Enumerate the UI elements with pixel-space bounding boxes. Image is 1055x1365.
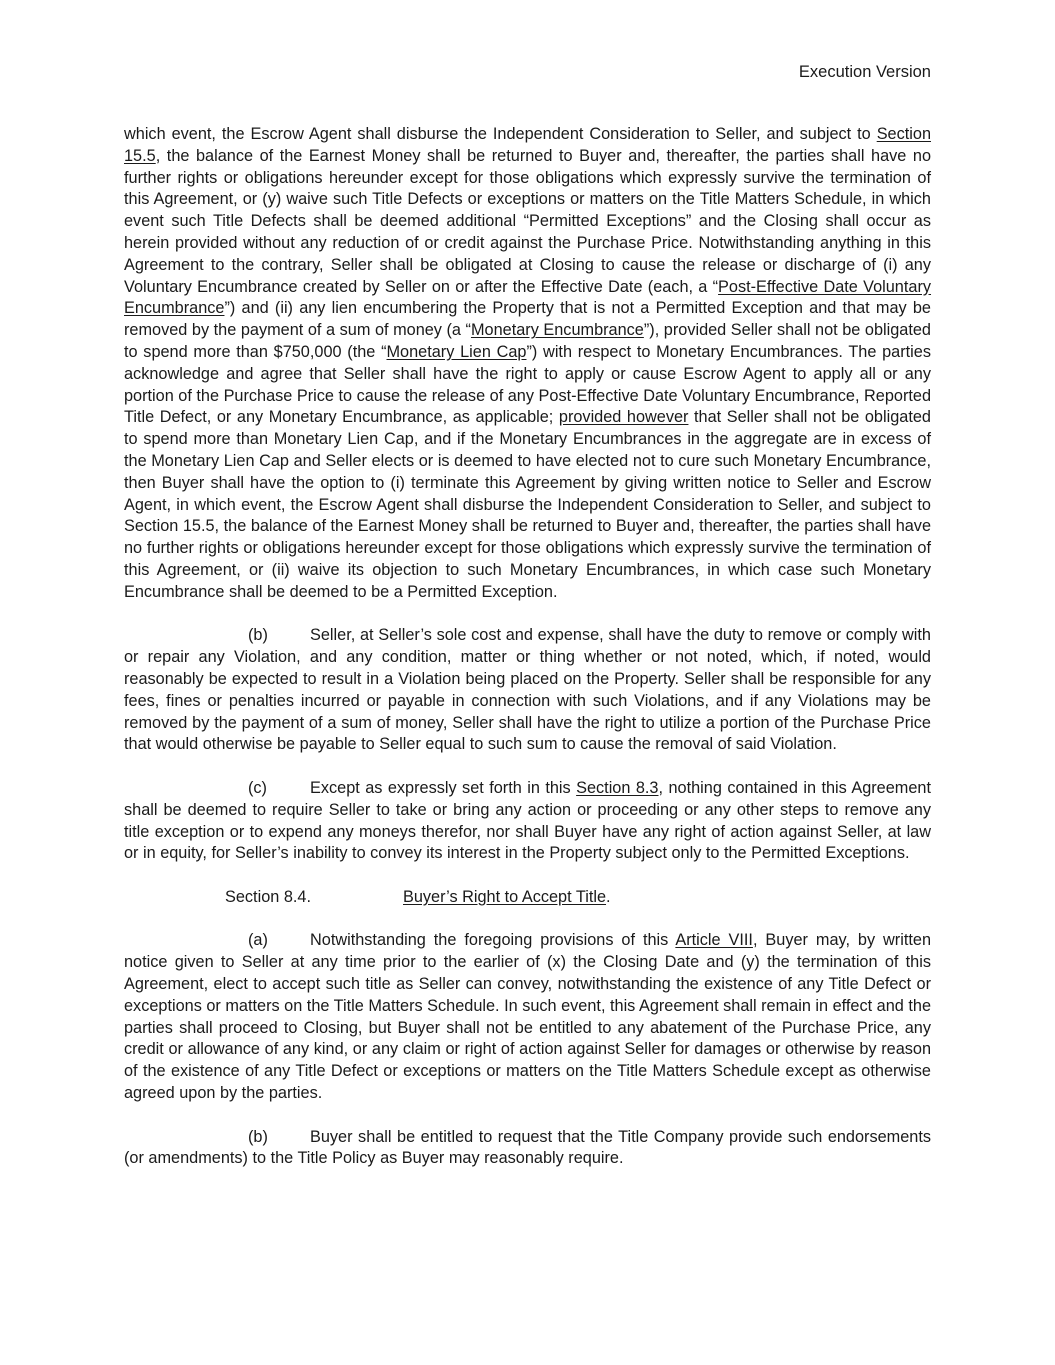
paragraph-label: (b) bbox=[248, 626, 268, 645]
defined-term-monetary-encumbrance: Monetary Encumbrance bbox=[470, 321, 644, 340]
paragraph-a-accept-title bbox=[124, 930, 931, 1104]
section-15-5-link[interactable]: Section 15.5 bbox=[124, 125, 931, 165]
paragraph-b-endorsements bbox=[124, 1127, 931, 1171]
text-run: ”), provided Seller shall not be obligated to spend more than $750,000 (the “ bbox=[124, 321, 931, 361]
defined-term-monetary-lien-cap: Monetary Lien Cap bbox=[386, 342, 527, 361]
paragraph-continuation bbox=[124, 124, 931, 604]
text-run: , the balance of the Earnest Money shall be returned to Buyer and, thereafter, the parties shall have no further rights or obligations hereunder except for those obligations which expressly survive the termination of this Agreement, or (y) waive such Title Defects or exceptions or matters on the Title Matters Schedule, in which event such Title Defects shall be deemed additional “Permitted Exceptions” and the Closing shall occur as herein provided without any reduction of or credit against the Purchase Price. Notwithstanding anything in this Agreement to the contrary, Seller shall be obligated at Closing to cause the release or discharge of (i) any Voluntary Encumbrance created by Seller on or after the Effective Date (each, a “ bbox=[124, 146, 931, 296]
text-run: Notwithstanding the foregoing provisions of this bbox=[310, 931, 676, 950]
defined-term-post-effective-date: Post-Effective Date Voluntary Encumbrance bbox=[124, 277, 932, 318]
paragraph-b-violations bbox=[124, 625, 931, 756]
section-number: Section 8.4. bbox=[225, 887, 311, 906]
paragraph-label: (a) bbox=[248, 931, 268, 950]
provided-however-term: provided however bbox=[558, 408, 689, 427]
text-run: ”) with respect to Monetary Encumbrances. The parties acknowledge and agree that Seller shall have the right to apply or cause Escrow Agent to apply all or any portion of the Purchase Price to cause the release of any Post-Effective Date Voluntary Encumbrance, Reported Title Defect, or any Monetary Encumbrance, as applicable; bbox=[124, 342, 931, 427]
text-run: Buyer shall be entitled to request that the Title Company provide such endorsements (or amendments) to the Title Policy as Buyer may reasonably require. bbox=[124, 1127, 931, 1168]
paragraph-label: (c) bbox=[248, 778, 267, 797]
section-8-4-heading bbox=[124, 887, 931, 909]
text-run: Except as expressly set forth in this bbox=[310, 778, 577, 797]
text-run: , nothing contained in this Agreement shall be deemed to require Seller to take or bring any action or proceeding or any other steps to remove any title exception or to expend any moneys therefor, nor shall Buyer have any right of action against Seller, at law or in equity, for Seller’s inability to convey its interest in the Property subject only to the Permitted Exceptions. bbox=[124, 778, 931, 863]
text-run: ”) and (ii) any lien encumbering the Property that is not a Permitted Exception and that may be removed by the payment of a sum of money (a “ bbox=[124, 299, 931, 340]
section-title bbox=[403, 887, 611, 909]
section-title-period: . bbox=[606, 887, 611, 906]
paragraph-label: (b) bbox=[248, 1127, 268, 1146]
text-run: Seller, at Seller’s sole cost and expense, shall have the duty to remove or comply with or repair any Violation, and any condition, matter or thing whether or not noted, which, if noted, would reasonably be expected to result in a Violation being placed on the Property. Seller shall be responsible for any fees, fines or penalties incurred or payable in connection with such Violations, and if any Violations may be removed by the payment of a sum of money, Seller shall have the right to utilize a portion of the Purchase Price that would otherwise be payable to Seller equal to such sum to cause the removal of said Violation. bbox=[124, 626, 931, 754]
section-title-text: Buyer’s Right to Accept Title bbox=[403, 887, 607, 906]
execution-version-header: Execution Version bbox=[798, 63, 931, 81]
paragraph-c-no-obligation bbox=[124, 778, 931, 865]
text-run: which event, the Escrow Agent shall disburse the Independent Consideration to Seller, and subject to bbox=[124, 125, 877, 143]
text-run: , Buyer may, by written notice given to Seller at any time prior to the earlier of (x) the Closing Date and (y) the termination of this Agreement, elect to accept such title as Seller can convey, notwithstanding the existence of any Title Defect or exceptions or matters on the Title Matters Schedule. In such event, this Agreement shall remain in effect and the parties shall proceed to Closing, but Buyer shall not be entitled to any abatement of the Purchase Price, any credit or allowance of any kind, or any claim or right of action against Seller for damages or otherwise by reason of the existence of any Title Defect or exceptions or matters on the Title Matters Schedule except as otherwise agreed upon by the parties. bbox=[124, 931, 931, 1103]
text-run: that Seller shall not be obligated to spend more than Monetary Lien Cap, and if the Monetary Encumbrances in the aggregate are in excess of the Monetary Lien Cap and Seller elects or is deemed to have elected not to cure such Monetary Encumbrance, then Buyer shall have the option to (i) terminate this Agreement by giving written notice to Seller and Escrow Agent, in which event, the Escrow Agent shall disburse the Independent Consideration to Seller, and subject to Section 15.5, the balance of the Earnest Money shall be returned to Buyer and, thereafter, the parties shall have no further rights or obligations hereunder except for those obligations which expressly survive the termination of this Agreement, or (ii) waive its objection to such Monetary Encumbrances, in which case such Monetary Encumbrance shall be deemed to be a Permitted Exception. bbox=[124, 408, 931, 601]
section-8-3-link[interactable]: Section 8.3 bbox=[576, 778, 659, 797]
article-viii-link[interactable]: Article VIII bbox=[675, 931, 753, 950]
document-body bbox=[124, 124, 931, 1170]
